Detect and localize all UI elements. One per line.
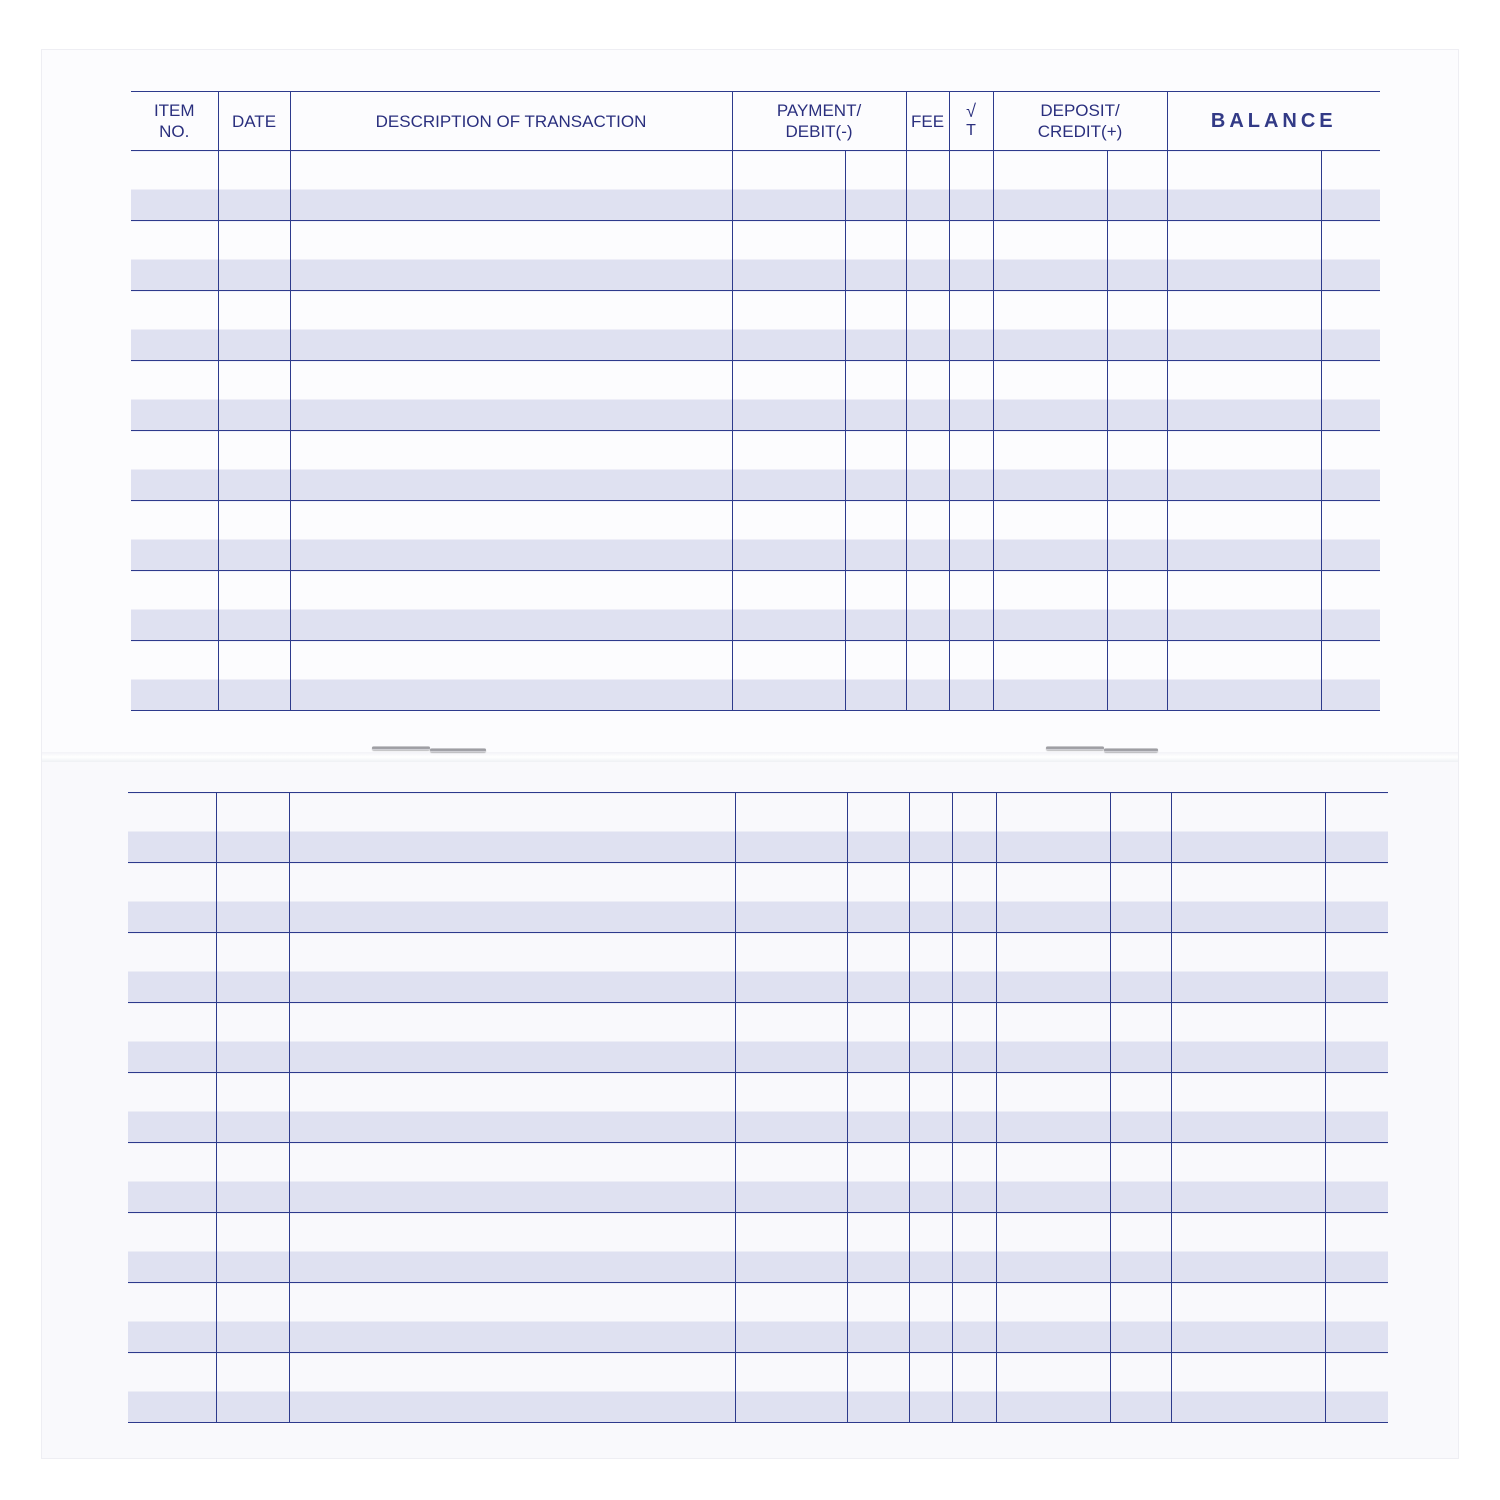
check-t-cell[interactable] [949, 361, 993, 431]
date-cell[interactable] [216, 793, 289, 863]
description-cell[interactable] [289, 793, 735, 863]
checkmark-icon: √ [966, 101, 976, 121]
date-cell[interactable] [218, 501, 290, 571]
balance-cents-cell[interactable] [1321, 431, 1380, 501]
fee-cell[interactable] [909, 1353, 952, 1423]
balance-cents-cell[interactable] [1321, 571, 1380, 641]
fee-cell[interactable] [909, 1073, 952, 1143]
register-row [128, 793, 1388, 863]
balance-dollars-cell[interactable] [1171, 933, 1325, 1003]
deposit-cents-cell[interactable] [1110, 793, 1171, 863]
payment-dollars-cell[interactable] [735, 1143, 847, 1213]
check-t-cell[interactable] [949, 501, 993, 571]
payment-cents-cell[interactable] [847, 1143, 909, 1213]
deposit-dollars-cell[interactable] [996, 1283, 1110, 1353]
fee-cell[interactable] [906, 501, 949, 571]
description-cell[interactable] [290, 571, 732, 641]
register-row [128, 1353, 1388, 1423]
deposit-cents-cell[interactable] [1110, 863, 1171, 933]
deposit-dollars-cell[interactable] [996, 1143, 1110, 1213]
date-cell[interactable] [216, 1143, 289, 1213]
payment-cents-cell[interactable] [847, 1353, 909, 1423]
deposit-dollars-cell[interactable] [993, 221, 1107, 291]
payment-dollars-cell[interactable] [732, 221, 845, 291]
balance-dollars-cell[interactable] [1167, 501, 1321, 571]
register-row [131, 361, 1380, 431]
fee-cell[interactable] [909, 933, 952, 1003]
deposit-cents-cell[interactable] [1107, 291, 1167, 361]
deposit-cents-cell[interactable] [1107, 501, 1167, 571]
header-description: DESCRIPTION OF TRANSACTION [290, 92, 732, 151]
header-t: T [966, 122, 976, 139]
description-cell[interactable] [290, 151, 732, 221]
payment-cents-cell[interactable] [845, 501, 906, 571]
fee-cell[interactable] [906, 221, 949, 291]
payment-cents-cell[interactable] [847, 1073, 909, 1143]
deposit-cents-cell[interactable] [1107, 431, 1167, 501]
item-no-cell[interactable] [128, 1003, 216, 1073]
item-no-cell[interactable] [128, 1213, 216, 1283]
payment-dollars-cell[interactable] [735, 1283, 847, 1353]
check-t-cell[interactable] [952, 1213, 996, 1283]
payment-dollars-cell[interactable] [732, 571, 845, 641]
check-t-cell[interactable] [952, 793, 996, 863]
header-date: DATE [218, 92, 290, 151]
item-no-cell[interactable] [128, 863, 216, 933]
deposit-dollars-cell[interactable] [996, 1003, 1110, 1073]
payment-cents-cell[interactable] [845, 431, 906, 501]
payment-dollars-cell[interactable] [735, 933, 847, 1003]
payment-cents-cell[interactable] [847, 863, 909, 933]
balance-cents-cell[interactable] [1325, 1283, 1388, 1353]
balance-dollars-cell[interactable] [1167, 151, 1321, 221]
register-row [128, 1073, 1388, 1143]
deposit-cents-cell[interactable] [1110, 1143, 1171, 1213]
payment-dollars-cell[interactable] [735, 863, 847, 933]
deposit-dollars-cell[interactable] [996, 1073, 1110, 1143]
description-cell[interactable] [289, 863, 735, 933]
fee-cell[interactable] [909, 1283, 952, 1353]
balance-cents-cell[interactable] [1321, 151, 1380, 221]
center-fold [42, 752, 1458, 762]
check-t-cell[interactable] [949, 291, 993, 361]
register-row [131, 221, 1380, 291]
balance-dollars-cell[interactable] [1167, 571, 1321, 641]
check-t-cell[interactable] [949, 151, 993, 221]
description-cell[interactable] [290, 361, 732, 431]
deposit-cents-cell[interactable] [1107, 571, 1167, 641]
payment-cents-cell[interactable] [847, 1283, 909, 1353]
payment-dollars-cell[interactable] [732, 291, 845, 361]
item-no-cell[interactable] [128, 1073, 216, 1143]
fee-cell[interactable] [906, 151, 949, 221]
balance-dollars-cell[interactable] [1167, 221, 1321, 291]
description-cell[interactable] [289, 1283, 735, 1353]
header-deposit-credit: DEPOSIT/ CREDIT(+) [993, 92, 1167, 151]
deposit-dollars-cell[interactable] [996, 933, 1110, 1003]
balance-dollars-cell[interactable] [1171, 1143, 1325, 1213]
header-check-t [949, 92, 993, 151]
balance-cents-cell[interactable] [1325, 933, 1388, 1003]
deposit-dollars-cell[interactable] [996, 1213, 1110, 1283]
balance-dollars-cell[interactable] [1171, 863, 1325, 933]
item-no-cell[interactable] [131, 571, 218, 641]
fee-cell[interactable] [906, 361, 949, 431]
payment-cents-cell[interactable] [845, 641, 906, 711]
fee-cell[interactable] [909, 1003, 952, 1073]
payment-dollars-cell[interactable] [732, 151, 845, 221]
payment-cents-cell[interactable] [845, 361, 906, 431]
deposit-dollars-cell[interactable] [996, 793, 1110, 863]
register-row [128, 1213, 1388, 1283]
balance-dollars-cell[interactable] [1167, 361, 1321, 431]
register-row [128, 1143, 1388, 1213]
payment-dollars-cell[interactable] [732, 641, 845, 711]
item-no-cell[interactable] [128, 1143, 216, 1213]
balance-cents-cell[interactable] [1321, 291, 1380, 361]
payment-cents-cell[interactable] [845, 571, 906, 641]
payment-dollars-cell[interactable] [732, 361, 845, 431]
deposit-dollars-cell[interactable] [993, 641, 1107, 711]
balance-cents-cell[interactable] [1325, 793, 1388, 863]
balance-dollars-cell[interactable] [1167, 431, 1321, 501]
date-cell[interactable] [218, 431, 290, 501]
check-t-cell[interactable] [952, 1073, 996, 1143]
register-table-top [131, 91, 1380, 711]
balance-cents-cell[interactable] [1321, 361, 1380, 431]
deposit-cents-cell[interactable] [1110, 933, 1171, 1003]
deposit-cents-cell[interactable] [1110, 1003, 1171, 1073]
register-row [128, 933, 1388, 1003]
fee-cell[interactable] [909, 1213, 952, 1283]
deposit-dollars-cell[interactable] [993, 361, 1107, 431]
deposit-cents-cell[interactable] [1110, 1353, 1171, 1423]
staple-right [1046, 746, 1104, 750]
item-no-cell[interactable] [131, 291, 218, 361]
register-row [131, 431, 1380, 501]
register-row [131, 291, 1380, 361]
description-cell[interactable] [289, 1003, 735, 1073]
payment-cents-cell[interactable] [847, 1003, 909, 1073]
item-no-cell[interactable] [131, 431, 218, 501]
deposit-cents-cell[interactable] [1107, 641, 1167, 711]
date-cell[interactable] [216, 863, 289, 933]
payment-dollars-cell[interactable] [735, 793, 847, 863]
fee-cell[interactable] [906, 641, 949, 711]
date-cell[interactable] [216, 1003, 289, 1073]
payment-dollars-cell[interactable] [732, 431, 845, 501]
deposit-dollars-cell[interactable] [996, 863, 1110, 933]
register-row [128, 1003, 1388, 1073]
description-cell[interactable] [289, 1213, 735, 1283]
deposit-dollars-cell[interactable] [993, 291, 1107, 361]
balance-cents-cell[interactable] [1321, 501, 1380, 571]
date-cell[interactable] [216, 1073, 289, 1143]
balance-cents-cell[interactable] [1325, 1213, 1388, 1283]
header-payment-debit: PAYMENT/ DEBIT(-) [732, 92, 906, 151]
deposit-dollars-cell[interactable] [993, 571, 1107, 641]
fee-cell[interactable] [906, 431, 949, 501]
payment-cents-cell[interactable] [847, 793, 909, 863]
item-no-cell[interactable] [131, 361, 218, 431]
balance-dollars-cell[interactable] [1171, 1353, 1325, 1423]
description-cell[interactable] [290, 501, 732, 571]
balance-cents-cell[interactable] [1325, 1353, 1388, 1423]
deposit-cents-cell[interactable] [1110, 1213, 1171, 1283]
deposit-cents-cell[interactable] [1110, 1283, 1171, 1353]
item-no-cell[interactable] [128, 1283, 216, 1353]
date-cell[interactable] [218, 151, 290, 221]
check-t-cell[interactable] [952, 863, 996, 933]
description-cell[interactable] [290, 431, 732, 501]
check-t-cell[interactable] [952, 1143, 996, 1213]
description-cell[interactable] [289, 1353, 735, 1423]
check-t-cell[interactable] [952, 1283, 996, 1353]
payment-dollars-cell[interactable] [735, 1003, 847, 1073]
description-cell[interactable] [289, 933, 735, 1003]
payment-cents-cell[interactable] [847, 933, 909, 1003]
balance-cents-cell[interactable] [1321, 221, 1380, 291]
date-cell[interactable] [216, 1213, 289, 1283]
balance-cents-cell[interactable] [1321, 641, 1380, 711]
deposit-dollars-cell[interactable] [993, 151, 1107, 221]
check-t-cell[interactable] [949, 431, 993, 501]
balance-cents-cell[interactable] [1325, 863, 1388, 933]
item-no-cell[interactable] [128, 793, 216, 863]
payment-dollars-cell[interactable] [732, 501, 845, 571]
payment-cents-cell[interactable] [845, 151, 906, 221]
date-cell[interactable] [218, 571, 290, 641]
deposit-cents-cell[interactable] [1107, 151, 1167, 221]
register-header-row [131, 92, 1380, 151]
header-item-no: ITEM NO. [131, 92, 218, 151]
date-cell[interactable] [218, 641, 290, 711]
check-t-cell[interactable] [949, 571, 993, 641]
payment-cents-cell[interactable] [847, 1213, 909, 1283]
item-no-cell[interactable] [131, 151, 218, 221]
check-t-cell[interactable] [952, 1353, 996, 1423]
deposit-dollars-cell[interactable] [996, 1353, 1110, 1423]
register-row [128, 863, 1388, 933]
fee-cell[interactable] [906, 571, 949, 641]
balance-dollars-cell[interactable] [1171, 1213, 1325, 1283]
staple-left-tail [430, 748, 486, 752]
payment-dollars-cell[interactable] [735, 1353, 847, 1423]
deposit-dollars-cell[interactable] [993, 431, 1107, 501]
balance-dollars-cell[interactable] [1171, 1283, 1325, 1353]
date-cell[interactable] [216, 933, 289, 1003]
date-cell[interactable] [218, 361, 290, 431]
date-cell[interactable] [218, 221, 290, 291]
header-fee: FEE [906, 92, 949, 151]
balance-dollars-cell[interactable] [1171, 793, 1325, 863]
fee-cell[interactable] [906, 291, 949, 361]
date-cell[interactable] [216, 1353, 289, 1423]
item-no-cell[interactable] [131, 221, 218, 291]
register-row [131, 501, 1380, 571]
item-no-cell[interactable] [128, 1353, 216, 1423]
payment-cents-cell[interactable] [845, 221, 906, 291]
balance-cents-cell[interactable] [1325, 1003, 1388, 1073]
balance-dollars-cell[interactable] [1167, 641, 1321, 711]
deposit-cents-cell[interactable] [1107, 221, 1167, 291]
balance-cents-cell[interactable] [1325, 1073, 1388, 1143]
description-cell[interactable] [289, 1143, 735, 1213]
balance-dollars-cell[interactable] [1167, 291, 1321, 361]
fee-cell[interactable] [909, 863, 952, 933]
payment-dollars-cell[interactable] [735, 1213, 847, 1283]
deposit-cents-cell[interactable] [1107, 361, 1167, 431]
check-t-cell[interactable] [952, 933, 996, 1003]
check-t-cell[interactable] [949, 641, 993, 711]
register-row [131, 641, 1380, 711]
staple-right-tail [1104, 748, 1158, 752]
balance-dollars-cell[interactable] [1171, 1073, 1325, 1143]
payment-dollars-cell[interactable] [735, 1073, 847, 1143]
item-no-cell[interactable] [131, 501, 218, 571]
deposit-dollars-cell[interactable] [993, 501, 1107, 571]
deposit-cents-cell[interactable] [1110, 1073, 1171, 1143]
payment-cents-cell[interactable] [845, 291, 906, 361]
register-table-bottom [128, 792, 1388, 1423]
fee-cell[interactable] [909, 793, 952, 863]
header-balance: BALANCE [1167, 92, 1380, 151]
item-no-cell[interactable] [131, 641, 218, 711]
staple-left [372, 746, 430, 750]
register-row [128, 1283, 1388, 1353]
check-t-cell[interactable] [949, 221, 993, 291]
check-t-cell[interactable] [952, 1003, 996, 1073]
balance-cents-cell[interactable] [1325, 1143, 1388, 1213]
register-row [131, 571, 1380, 641]
fee-cell[interactable] [909, 1143, 952, 1213]
description-cell[interactable] [290, 221, 732, 291]
description-cell[interactable] [289, 1073, 735, 1143]
register-row [131, 151, 1380, 221]
item-no-cell[interactable] [128, 933, 216, 1003]
balance-dollars-cell[interactable] [1171, 1003, 1325, 1073]
date-cell[interactable] [218, 291, 290, 361]
date-cell[interactable] [216, 1283, 289, 1353]
description-cell[interactable] [290, 641, 732, 711]
description-cell[interactable] [290, 291, 732, 361]
